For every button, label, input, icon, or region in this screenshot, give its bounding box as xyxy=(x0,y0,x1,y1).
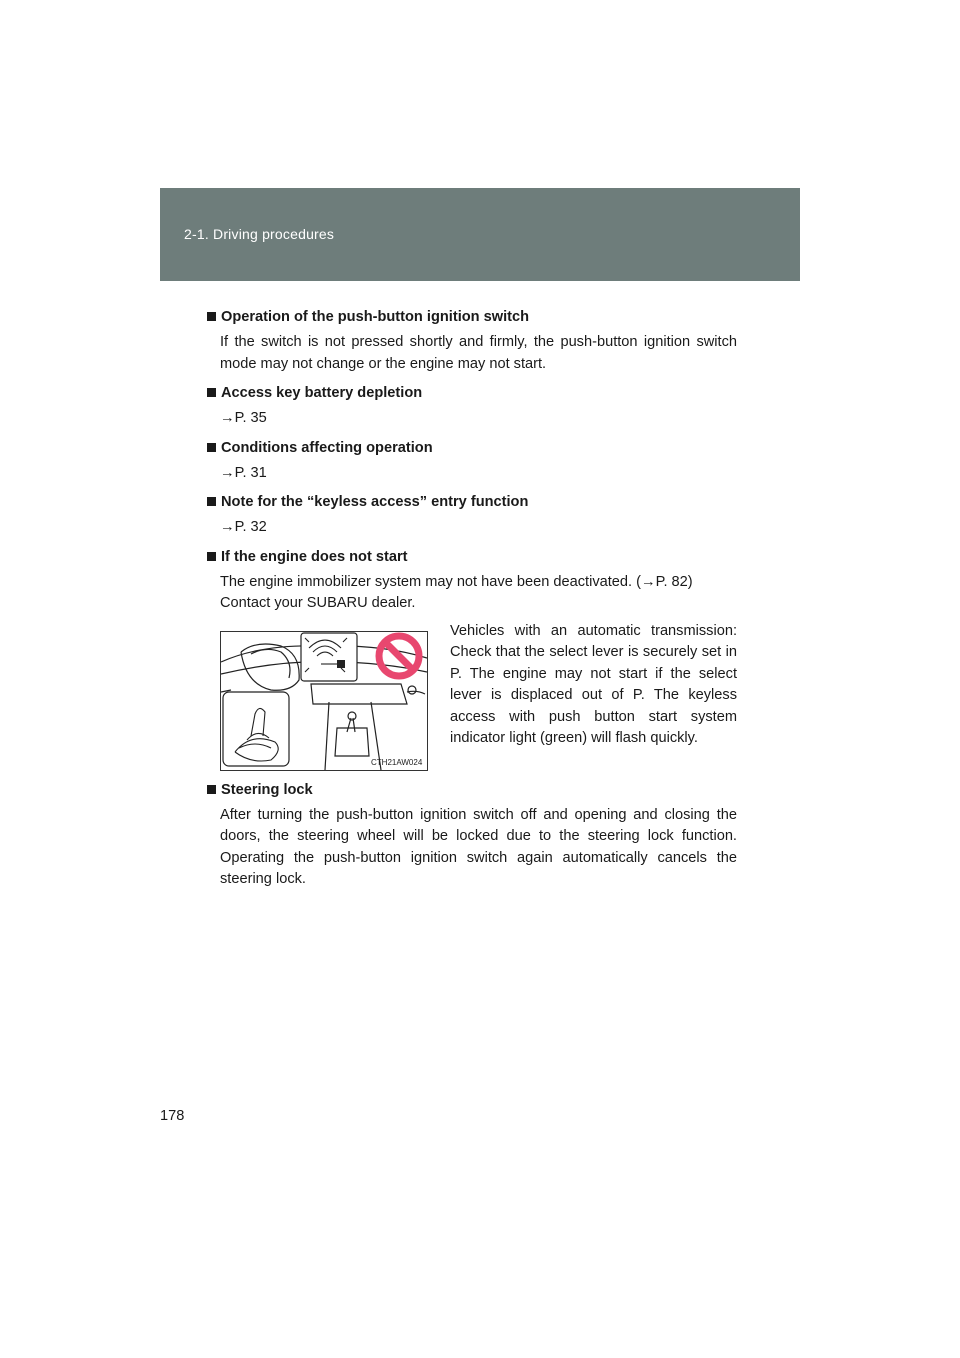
dashboard-drawing xyxy=(221,632,427,770)
section-keyless-note xyxy=(207,491,737,539)
square-bullet-icon xyxy=(207,443,216,452)
heading-text: Steering lock xyxy=(221,781,313,798)
section-body: The engine immobilizer system may not have been deactivated. (→P. 82) Contact your SUBARU dealer. xyxy=(220,573,693,611)
section-heading xyxy=(207,491,737,513)
heading-text: Operation of the push-button ignition switch xyxy=(221,309,530,325)
heading-text: Access key battery depletion xyxy=(221,385,423,401)
section-body: After turning the push-button ignition switch off and opening and closing the doors, the steering wheel will be locked due to the steering lock function. Operating the push-button ignition switch again automatically cancels the steering lock. xyxy=(220,806,737,887)
page-number: 178 xyxy=(160,1108,185,1124)
section-title: 2-1. Driving procedures xyxy=(184,226,335,242)
section-heading xyxy=(207,306,737,328)
section-push-button-operation xyxy=(207,306,737,375)
section-heading xyxy=(207,779,737,801)
section-battery-depletion xyxy=(207,382,737,430)
heading-text: Note for the “keyless access” entry function xyxy=(221,494,529,510)
page-content xyxy=(207,306,737,898)
section-heading xyxy=(207,437,737,459)
figure-row xyxy=(207,621,737,767)
section-header xyxy=(160,188,800,281)
page-reference: →P. 32 xyxy=(220,519,267,535)
figure-caption: Vehicles with an automatic transmission: Check that the select lever is securely set in P. The engine may not start if the select lever is displaced out of P. The keyless access with push button start system indicator light (green) will flash quickly. xyxy=(450,622,737,746)
section-engine-not-start xyxy=(207,546,737,767)
square-bullet-icon xyxy=(207,312,216,321)
page-reference: →P. 31 xyxy=(220,464,267,481)
section-body: If the switch is not pressed shortly and firmly, the push-button ignition switch mode may not change or the engine may not start. xyxy=(220,334,737,372)
square-bullet-icon xyxy=(207,552,216,561)
heading-text: Conditions affecting operation xyxy=(221,439,433,456)
section-conditions xyxy=(207,437,737,485)
square-bullet-icon xyxy=(207,497,216,506)
shift-lever-illustration xyxy=(220,631,428,771)
figure-code: CTH21AW024 xyxy=(371,757,423,767)
heading-text: If the engine does not start xyxy=(221,548,408,565)
square-bullet-icon xyxy=(207,388,216,397)
square-bullet-icon xyxy=(207,785,216,794)
section-heading xyxy=(207,546,737,568)
page-reference: →P. 35 xyxy=(220,410,267,426)
section-heading xyxy=(207,382,737,404)
section-steering-lock xyxy=(207,779,737,891)
